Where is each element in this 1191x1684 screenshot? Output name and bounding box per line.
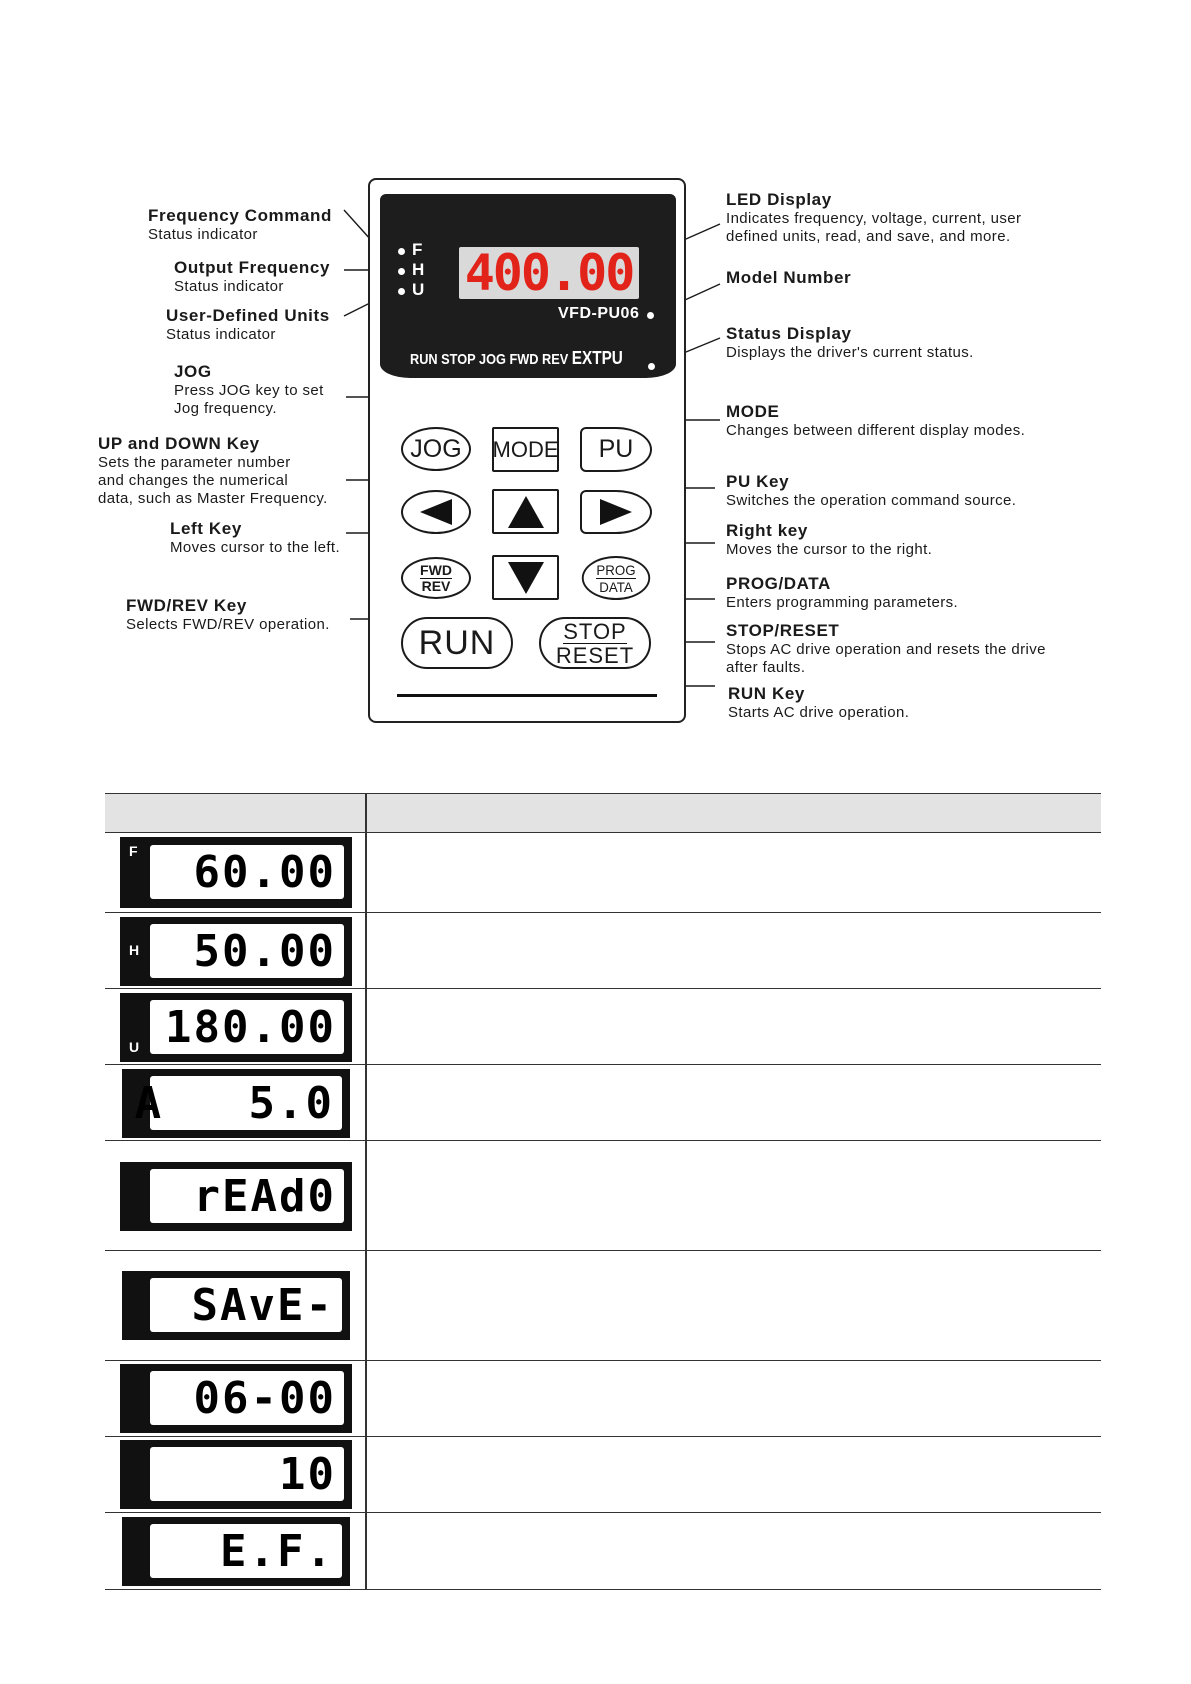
- status-fwd: FWD: [509, 351, 539, 368]
- lcd-display-5: [120, 1162, 352, 1231]
- model-callout: [726, 268, 851, 288]
- led-title: LED Display: [726, 190, 832, 209]
- pu-label: PU: [598, 435, 634, 463]
- indicator-f: F: [412, 240, 423, 259]
- up-key[interactable]: [492, 489, 559, 534]
- fwd-rev-button[interactable]: [401, 557, 471, 599]
- rev-label: REV: [421, 577, 451, 594]
- right-key[interactable]: [580, 490, 652, 534]
- lcd-display-6: [122, 1271, 350, 1340]
- status-run: RUN: [410, 351, 438, 368]
- updown-desc2: and changes the numerical: [98, 472, 289, 489]
- led-desc2: defined units, read, and save, and more.: [726, 228, 1011, 245]
- mode-callout: [726, 402, 1025, 440]
- indicator-h: H: [412, 260, 425, 279]
- jog-label: JOG: [410, 434, 462, 463]
- prog-callout: [726, 574, 958, 612]
- lcd-display-3: [120, 993, 352, 1062]
- right-key-title: Right key: [726, 521, 808, 540]
- updown-desc3: data, such as Master Frequency.: [98, 490, 328, 507]
- fwd-label: FWD: [420, 561, 452, 578]
- lcd-value: 50.00: [193, 925, 336, 977]
- status-display: [410, 348, 623, 369]
- fwdrev-callout: [126, 596, 330, 634]
- jog-desc2: Jog frequency.: [174, 400, 277, 417]
- status-jog: JOG: [478, 351, 506, 368]
- left-key-desc: Moves cursor to the left.: [170, 539, 341, 556]
- jog-title: JOG: [174, 362, 212, 381]
- lcd-display-7: [120, 1364, 352, 1433]
- updown-callout: [98, 434, 328, 508]
- lcd-value: rEAd0: [193, 1170, 336, 1222]
- status-dot: [648, 363, 655, 370]
- lcd-display-2: [120, 917, 352, 986]
- led-display: [459, 244, 639, 302]
- lcd-indicator: F: [129, 843, 138, 859]
- lcd-display-9: [122, 1517, 350, 1586]
- status-ext: EXT: [571, 348, 602, 368]
- data-label: DATA: [599, 578, 633, 595]
- run-button[interactable]: [401, 617, 513, 669]
- left-arrow-icon: [416, 497, 456, 527]
- updown-title: UP and DOWN Key: [98, 434, 260, 453]
- lcd-indicator: H: [129, 942, 140, 958]
- lcd-indicator: U: [129, 1039, 140, 1055]
- mode-button[interactable]: [492, 427, 559, 472]
- user-units-desc: Status indicator: [166, 326, 276, 343]
- left-key[interactable]: [401, 490, 471, 534]
- prog-title: PROG/DATA: [726, 574, 831, 593]
- led-desc1: Indicates frequency, voltage, current, user: [726, 210, 1022, 227]
- pu-callout: [726, 472, 1016, 510]
- run-desc: Starts AC drive operation.: [728, 704, 910, 721]
- fwdrev-desc: Selects FWD/REV operation.: [126, 616, 330, 633]
- keypad-bottom-line: [397, 694, 657, 697]
- lcd-value: 10: [279, 1448, 336, 1500]
- stop-desc1: Stops AC drive operation and resets the drive: [726, 641, 1046, 658]
- run-label: RUN: [418, 623, 496, 662]
- status-desc: Displays the driver's current status.: [726, 344, 974, 361]
- pu-title: PU Key: [726, 472, 790, 491]
- model-title: Model Number: [726, 268, 852, 287]
- user-units-title: User-Defined Units: [166, 306, 330, 325]
- indicator-dot-f: [398, 248, 405, 255]
- indicator-dot-h: [398, 268, 405, 275]
- user-units-callout: [166, 306, 330, 344]
- lcd-display-4: [122, 1069, 350, 1138]
- freq-cmd-desc: Status indicator: [148, 226, 258, 243]
- run-title: RUN Key: [728, 684, 805, 703]
- pu-desc: Switches the operation command source.: [726, 492, 1017, 509]
- stop-label: STOP: [563, 618, 627, 644]
- lcd-value: 60.00: [193, 846, 336, 898]
- jog-button[interactable]: [401, 427, 471, 471]
- updown-desc1: Sets the parameter number: [98, 454, 291, 471]
- indicator-u: U: [412, 280, 425, 299]
- down-arrow-icon: [506, 560, 546, 596]
- lcd-value: 06-00: [193, 1372, 336, 1424]
- out-freq-callout: [174, 258, 330, 296]
- model-dot: [647, 312, 654, 319]
- prog-desc: Enters programming parameters.: [726, 594, 959, 611]
- status-rev: REV: [542, 351, 569, 368]
- lcd-value: SAvE-: [191, 1279, 334, 1331]
- mode-desc: Changes between different display modes.: [726, 422, 1026, 439]
- indicator-dot-u: [398, 288, 405, 295]
- jog-callout: [174, 362, 324, 418]
- status-stop: STOP: [441, 351, 476, 368]
- led-callout: [726, 190, 1021, 246]
- lcd-display-8: [120, 1440, 352, 1509]
- freq-cmd-callout: [148, 206, 332, 244]
- table-header: [105, 793, 1101, 833]
- right-arrow-icon: [596, 497, 636, 527]
- right-key-callout: [726, 521, 932, 559]
- status-title: Status Display: [726, 324, 852, 343]
- out-freq-desc: Status indicator: [174, 278, 284, 295]
- out-freq-title: Output Frequency: [174, 258, 330, 277]
- lcd-display-1: [120, 837, 352, 908]
- stop-title: STOP/RESET: [726, 621, 840, 640]
- left-key-callout: [170, 519, 340, 557]
- freq-cmd-title: Frequency Command: [148, 206, 333, 225]
- lcd-value: 180.00: [165, 1001, 336, 1053]
- stop-reset-button[interactable]: [539, 617, 651, 669]
- lcd-value: A 5.0: [134, 1077, 334, 1129]
- up-arrow-icon: [506, 494, 546, 530]
- lcd-value: E.F.: [220, 1525, 334, 1577]
- stop-desc2: after faults.: [726, 659, 806, 676]
- jog-desc1: Press JOG key to set: [174, 382, 324, 399]
- down-key[interactable]: [492, 555, 559, 600]
- mode-label: MODE: [492, 436, 559, 462]
- fwdrev-title: FWD/REV Key: [126, 596, 247, 615]
- pu-button[interactable]: [580, 427, 652, 472]
- right-key-desc: Moves the cursor to the right.: [726, 541, 933, 558]
- run-callout: [728, 684, 909, 722]
- prog-label: PROG: [596, 561, 636, 578]
- led-value: 400.00: [464, 244, 634, 302]
- mode-title: MODE: [726, 402, 780, 421]
- stop-callout: [726, 621, 1046, 677]
- status-pu: PU: [601, 348, 623, 368]
- left-key-title: Left Key: [170, 519, 242, 538]
- status-callout: [726, 324, 974, 362]
- model-number: VFD-PU06: [558, 305, 640, 322]
- prog-data-button[interactable]: [582, 556, 650, 600]
- reset-label: RESET: [555, 642, 635, 668]
